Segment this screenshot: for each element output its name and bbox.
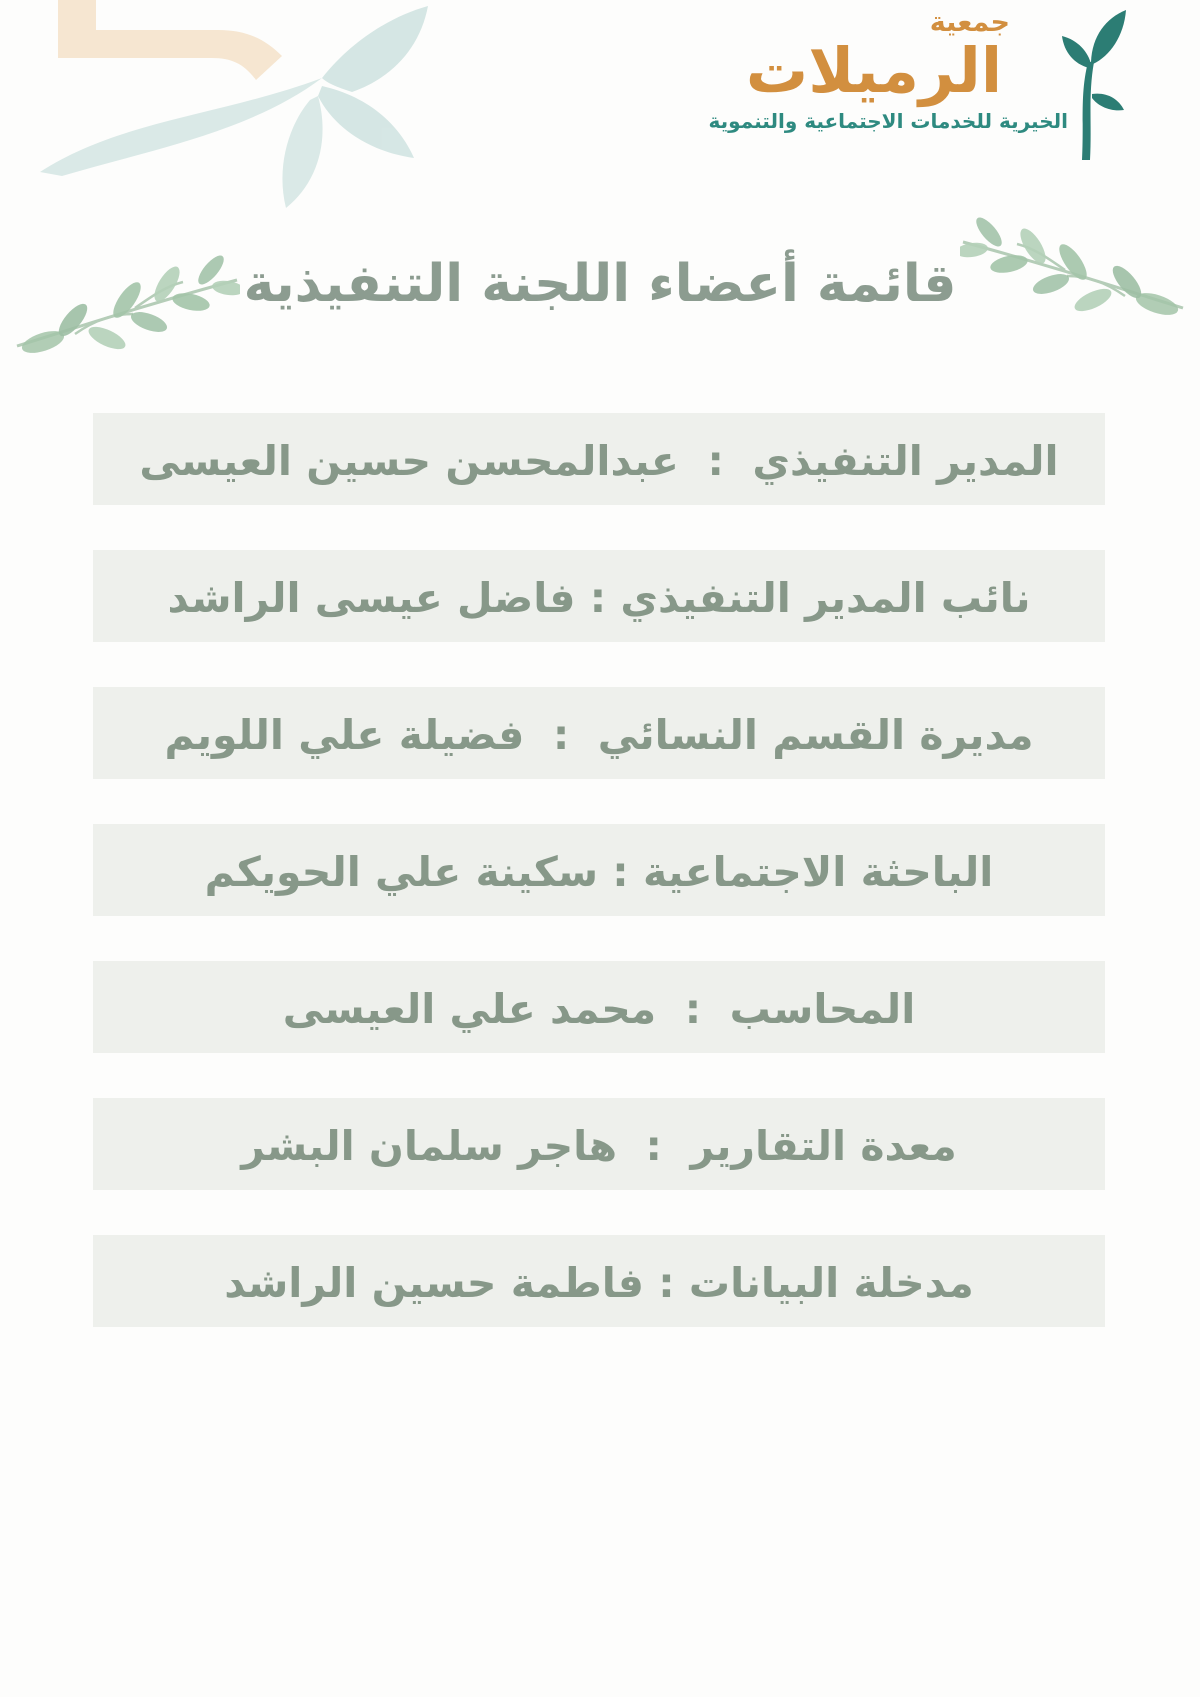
member-row-deputy-executive-director	[93, 550, 1105, 642]
watermark-leaves-graphic	[0, 0, 430, 240]
logo-word-top: جمعية	[929, 7, 1010, 38]
member-text: المحاسب : محمد علي العيسى	[282, 984, 916, 1033]
member-row-executive-director	[93, 413, 1105, 505]
watermark-ribbon-shape	[58, 0, 282, 80]
page-title: قائمة أعضاء اللجنة التنفيذية	[243, 254, 957, 314]
member-text: المدير التنفيذي : عبدالمحسن حسين العيسى	[139, 436, 1059, 485]
logo-tagline: الخيرية للخدمات الاجتماعية والتنموية	[708, 108, 1068, 133]
member-row-womens-section-director	[93, 687, 1105, 779]
member-row-social-researcher	[93, 824, 1105, 916]
org-logo	[708, 7, 1068, 133]
member-row-data-entry	[93, 1235, 1105, 1327]
leaf-branch-icon	[960, 212, 1185, 324]
member-row-reports-preparer	[93, 1098, 1105, 1190]
sprout-plant-icon	[1062, 10, 1126, 160]
member-text: نائب المدير التنفيذي : فاضل عيسى الراشد	[167, 573, 1031, 622]
members-list	[93, 413, 1105, 1327]
member-text: مدخلة البيانات : فاطمة حسين الراشد	[224, 1258, 974, 1307]
member-row-accountant	[93, 961, 1105, 1053]
member-text: مديرة القسم النسائي : فضيلة علي اللويم	[164, 710, 1034, 759]
leaf-branch-icon	[15, 250, 240, 362]
logo-word-main: الرميلات	[745, 33, 1003, 107]
title-row	[0, 228, 1200, 340]
logo-wordmark	[738, 7, 1068, 107]
member-text: الباحثة الاجتماعية : سكينة علي الحويكم	[204, 847, 994, 896]
member-text: معدة التقارير : هاجر سلمان البشر	[241, 1121, 957, 1170]
